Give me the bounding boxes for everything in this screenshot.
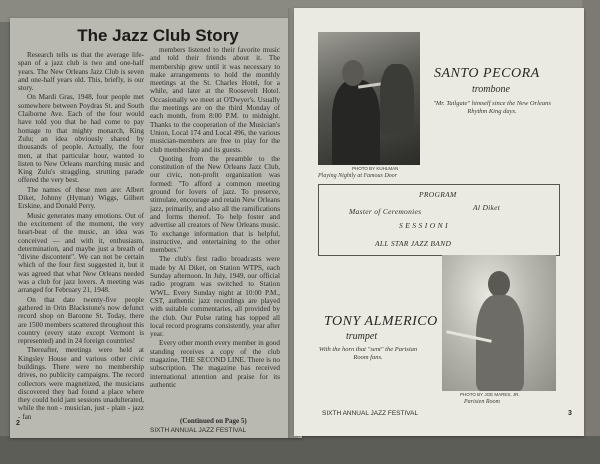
left-page xyxy=(10,18,302,438)
tony-instrument: trumpet xyxy=(346,331,378,342)
paragraph: On that date twenty-five people gathered in Orin Blackstone's now defunct record shop on Baronne St. Today, there are 1500 members scattered throughout this country (every state except Vermont is represented) and in 24 foreign countries! xyxy=(18,295,144,346)
tony-photo-caption: Parisien Room xyxy=(464,399,500,405)
festival-footer: SIXTH ANNUAL JAZZ FESTIVAL xyxy=(322,410,419,417)
session-label: S E S S I O N I xyxy=(399,221,448,230)
musician-figure xyxy=(476,295,524,391)
tony-name: TONY ALMERICO xyxy=(324,314,438,329)
santo-name: SANTO PECORA xyxy=(434,66,540,81)
continued-note: (Continued on Page 5) xyxy=(180,417,247,425)
santo-pecora-photo xyxy=(318,32,420,165)
santo-instrument: trombone xyxy=(472,84,510,95)
program-heading: PROGRAM xyxy=(419,190,457,199)
paragraph: On Mardi Gras, 1948, four people met somewhere between Poydras St. and South Claiborne Ave. Each of the four would have told you that he had come to pay homage to that mighty monarch, King Zulu; an idea obviously shared by thousands of people. Actually, the four men, at that particular hour, wanted to listen to New Orleans marching music and King Zulu's straggling, strutting parade offered the very best. xyxy=(18,93,144,185)
story-column-left xyxy=(18,51,144,421)
mc-label: Master of Ceremonies xyxy=(349,207,422,216)
background-right xyxy=(582,0,600,464)
paragraph: Research tells us that the average life-span of a jazz club is two and one-half years. The New Orleans Jazz Club is seven and one-half years old. This, briefly, is our story. xyxy=(18,51,144,93)
tony-almerico-photo xyxy=(442,255,556,391)
page-number: 2 xyxy=(16,420,20,427)
musician-head xyxy=(342,60,364,86)
page-number: 3 xyxy=(568,410,572,417)
musician-figure xyxy=(332,80,380,165)
paragraph: Music generates many emotions. Out of the excitement of the moment, the very heart-beat of the music, an idea was conceived — and with it, enthusiasm, determination, and maybe just a breath of "divine discontent". We can not be certain which of the four first suggested it, but it was agreed that what New Orleans needed was a club for jazz lovers. A meeting was arranged for February 21, 1948. xyxy=(18,211,144,295)
band-name: ALL STAR JAZZ BAND xyxy=(375,239,452,248)
paragraph: members listened to their favorite music and told their friends about it. The membership grew until it was necessary to make arrangements to hold the monthly meetings at the St. Charles Hotel, for a while, and later at the Roosevelt Hotel. Occasionally we meet at O'Dwyer's. Usually the meetings are on the third Monday of each month, from 8:00 P.M. to midnight. Thanks to the cooperation of the Musician's Union, Local 174 and Local 496, the various musician-members are free to play for the club membership and its guests. xyxy=(150,46,280,154)
story-column-right xyxy=(150,46,280,416)
program-box xyxy=(318,184,560,256)
right-page xyxy=(294,8,584,436)
santo-photo-caption: Playing Nightly at Famous Door xyxy=(318,173,397,179)
musician-head xyxy=(488,271,510,297)
background-bottom xyxy=(0,436,600,464)
paragraph: Thereafter, meetings were held at Kingsley House and various other civic buildings. There were no membership drives, no publicity campaigns. The record collectors were magnetized, the musicians discovered they had found a place where they could hold jam sessions unadulterated, while the non - musician, just - plain - jazz - fan xyxy=(18,346,144,421)
tony-description: With the horn that "sent" the Parisian Room fans. xyxy=(318,346,418,361)
background-band-figure xyxy=(380,64,414,134)
paragraph: Quoting from the preamble to the constitution of the New Orleans Jazz Club, our civic, non-profit organization was formed: "To afford a common meeting ground for lovers of jazz. To preserve, stimulate, encourage and retain New Orleans jazz, primarily, and also all the ramifications and forms thereof. To help foster and advertise all creators of New Orleans music. To exchange information that is helpful, instructive, and entertaining to the other members." xyxy=(150,154,280,255)
paragraph: The names of these men are: Albert Diket, Johnny (Hyman) Wiggs, Gilbert Erskine, and Donald Perry. xyxy=(18,185,144,211)
santo-description: "Mr. Tailgate" himself since the New Orleans Rhythm King days. xyxy=(433,100,551,115)
story-title: The Jazz Club Story xyxy=(77,26,239,45)
tony-photo-credit: PHOTO BY JOE MARES, JR. xyxy=(460,392,520,397)
mc-name: Al Diket xyxy=(473,203,501,212)
paragraph: The club's first radio broadcasts were made by Al Diket, on Station WTPS, each Sunday afternoon. In July, 1949, our official radio program was switched to Station WWL. Every Sunday night at 10:00 P.M., CST, authentic jazz recordings are played with suitable commentaries, all provided by the club. Our Pulse rating has topped all local record programs consistently, year after year. xyxy=(150,255,280,339)
festival-footer: SIXTH ANNUAL JAZZ FESTIVAL xyxy=(150,427,247,434)
santo-photo-credit: PHOTO BY KUHLMAN xyxy=(352,166,399,171)
paragraph: Every other month every member in good standing receives a copy of the club magazine, THE SECOND LINE. There is no subscription. The magazine has received international attention and praise for its authentic xyxy=(150,339,280,389)
